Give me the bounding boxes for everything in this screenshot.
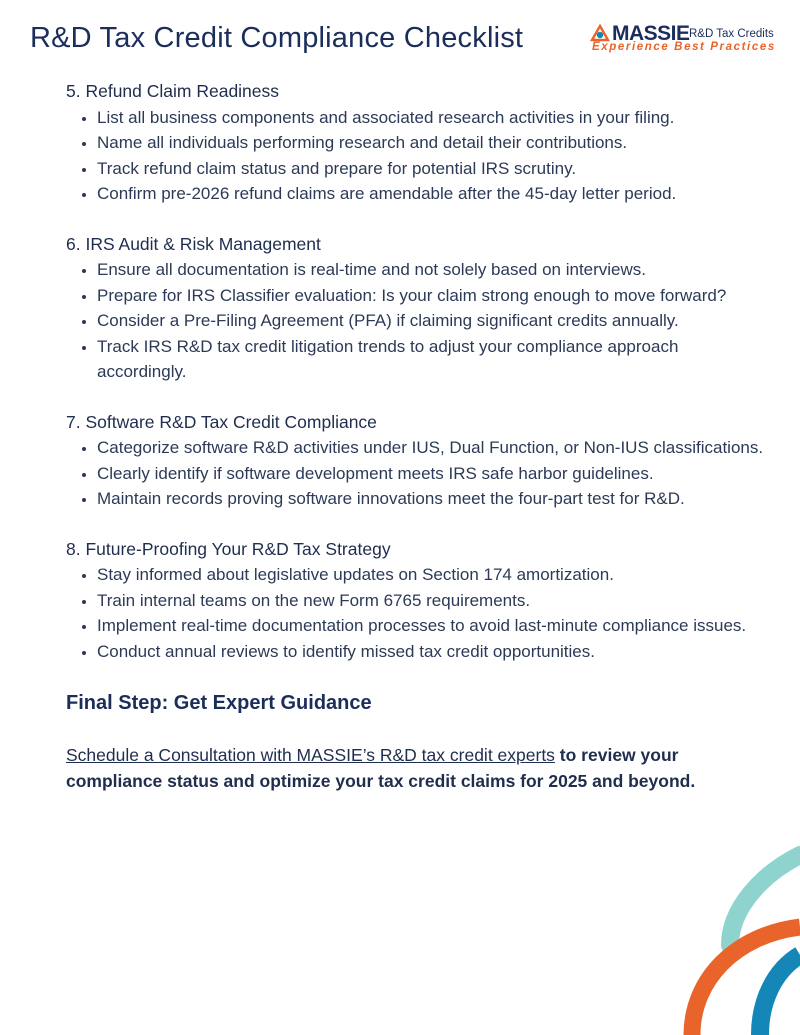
section-title: 5. Refund Claim Readiness [66,81,280,101]
checklist-content [66,79,766,794]
logo-name: MASSIE [612,22,690,45]
list-item: • Implement real-time documentation processes to avoid last-minute compliance issues. [97,613,766,639]
list-item: • Track refund claim status and prepare for potential IRS scrutiny. [97,156,766,182]
list-item: • Clearly identify if software development meets IRS safe harbor guidelines. [97,461,766,487]
list-item: • Stay informed about legislative updates on Section 174 amortization. [97,562,766,588]
section-refund-claim [66,79,766,207]
massie-logo [590,22,780,58]
list-item: • Name all individuals performing research and detail their contributions. [97,130,766,156]
section-title: 7. Software R&D Tax Credit Compliance [66,411,377,432]
list-item: • Categorize software R&D activities under IUS, Dual Function, or Non-IUS classifications. [97,435,766,461]
schedule-consultation-link[interactable]: Schedule a Consultation with MASSIE’s R&D tax credit experts [66,745,555,765]
list-item: • Train internal teams on the new Form 6765 requirements. [97,588,766,614]
list-item: • Maintain records proving software innovations meet the four-part test for R&D. [97,486,766,512]
final-step-paragraph [66,743,766,794]
section-title: 8. Future-Proofing Your R&D Tax Strategy [66,538,391,559]
list-item: • Prepare for IRS Classifier evaluation: Is your claim strong enough to move forward? [97,283,766,309]
section-irs-audit [66,232,766,385]
bullet-list [66,105,766,207]
section-future-proofing [66,537,766,665]
list-item: • Confirm pre-2026 refund claims are amendable after the 45-day letter period. [97,181,766,207]
decorative-logo-arcs [680,835,800,1035]
bullet-list [66,562,766,664]
list-item: • Track IRS R&D tax credit litigation trends to adjust your compliance approach accordingly. [97,334,766,385]
final-step-heading: Final Step: Get Expert Guidance [66,692,372,714]
bullet-list [66,435,766,512]
bullet-list [66,257,766,385]
section-software-compliance [66,410,766,512]
final-step-text: to review your compliance status and optimize your tax credit claims for 2025 and beyond. [66,745,696,791]
page-title: R&D Tax Credit Compliance Checklist [30,22,524,54]
logo-tagline: Experience Best Practices [592,41,776,53]
list-item: • Conduct annual reviews to identify missed tax credit opportunities. [97,639,766,665]
logo-subtitle: R&D Tax Credits [689,28,774,40]
list-item: • Ensure all documentation is real-time and not solely based on interviews. [97,257,766,283]
list-item: • Consider a Pre-Filing Agreement (PFA) if claiming significant credits annually. [97,308,766,334]
section-title: 6. IRS Audit & Risk Management [66,233,321,254]
list-item: • List all business components and associated research activities in your filing. [97,105,766,131]
